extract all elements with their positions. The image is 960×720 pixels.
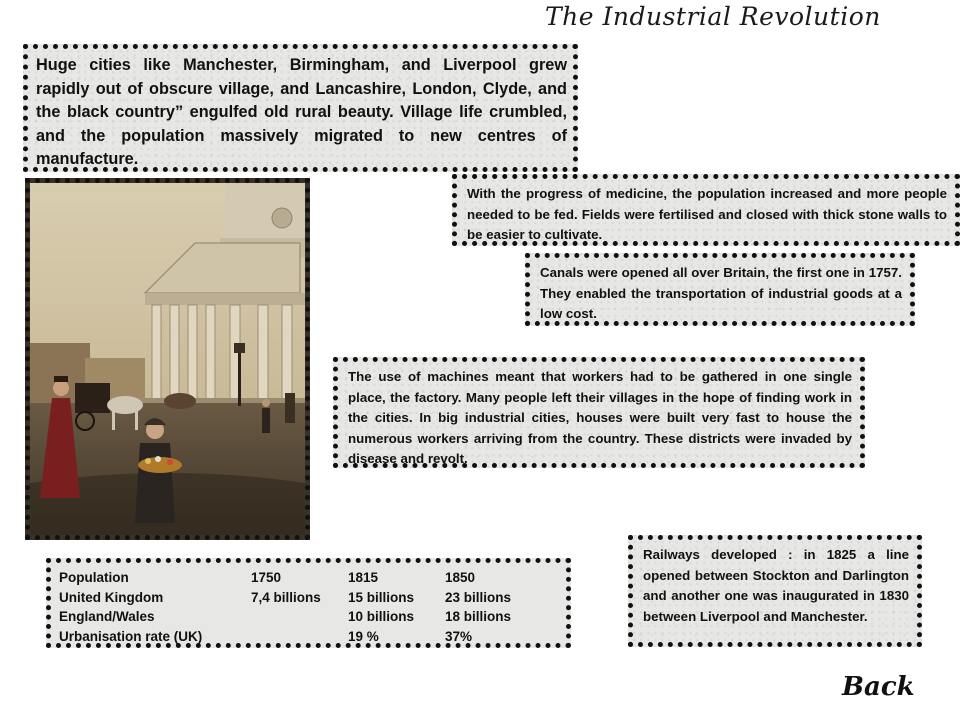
table-cell: 19 % bbox=[348, 628, 379, 644]
table-cell: Urbanisation rate (UK) bbox=[59, 628, 203, 644]
canals-text-box: Canals were opened all over Britain, the first one in 1757. They enabled the transportation of industrial goods at a low cost. bbox=[525, 253, 915, 326]
table-cell: United Kingdom bbox=[59, 589, 164, 605]
table-cell: 15 billions bbox=[348, 589, 415, 605]
header-cell: Population bbox=[59, 570, 129, 586]
table-row bbox=[59, 627, 545, 647]
header-cell: 1815 bbox=[348, 570, 379, 586]
page-title: The Industrial Revolution bbox=[545, 2, 881, 31]
population-table bbox=[59, 568, 545, 646]
table-cell: 18 billions bbox=[445, 609, 512, 625]
medicine-text-box: With the progress of medicine, the population increased and more people needed to be fed. Fields were fertilised and closed with thick stone walls to be easier to cultivate. bbox=[452, 174, 960, 246]
machines-text-box: The use of machines meant that workers had to be gathered in one single place, the factory. Many people left their villages in the hope of finding work in the cities. In big industrial cities, houses were built very fast to house the numerous workers arriving from the country. These districts were invaded by disease and revolt. bbox=[333, 357, 865, 468]
table-cell: England/Wales bbox=[59, 609, 155, 625]
table-cell bbox=[251, 627, 348, 647]
table-cell: 7,4 billions bbox=[251, 589, 321, 605]
table-cell: 23 billions bbox=[445, 589, 512, 605]
table-cell: 37% bbox=[445, 628, 473, 644]
table-cell bbox=[251, 607, 348, 627]
header-cell: 1750 bbox=[251, 570, 282, 586]
header-cell: 1850 bbox=[445, 570, 476, 586]
table-header-row bbox=[59, 568, 545, 588]
railways-text-box: Railways developed : in 1825 a line opened between Stockton and Darlington and another one was inaugurated in 1830 between Liverpool and Manchester. bbox=[628, 535, 922, 647]
table-row bbox=[59, 607, 545, 627]
cities-text-box: Huge cities like Manchester, Birmingham, and Liverpool grew rapidly out of obscure village, and Lancashire, London, Clyde, and the black country” engulfed old rural beauty. Village life crumbled, and the population massively migrated to new centres of manufacture. bbox=[23, 44, 578, 172]
table-cell: 10 billions bbox=[348, 609, 415, 625]
population-table-box bbox=[46, 558, 571, 648]
table-row bbox=[59, 588, 545, 608]
victorian-street-painting bbox=[25, 178, 310, 540]
back-link[interactable]: Back bbox=[842, 672, 915, 702]
